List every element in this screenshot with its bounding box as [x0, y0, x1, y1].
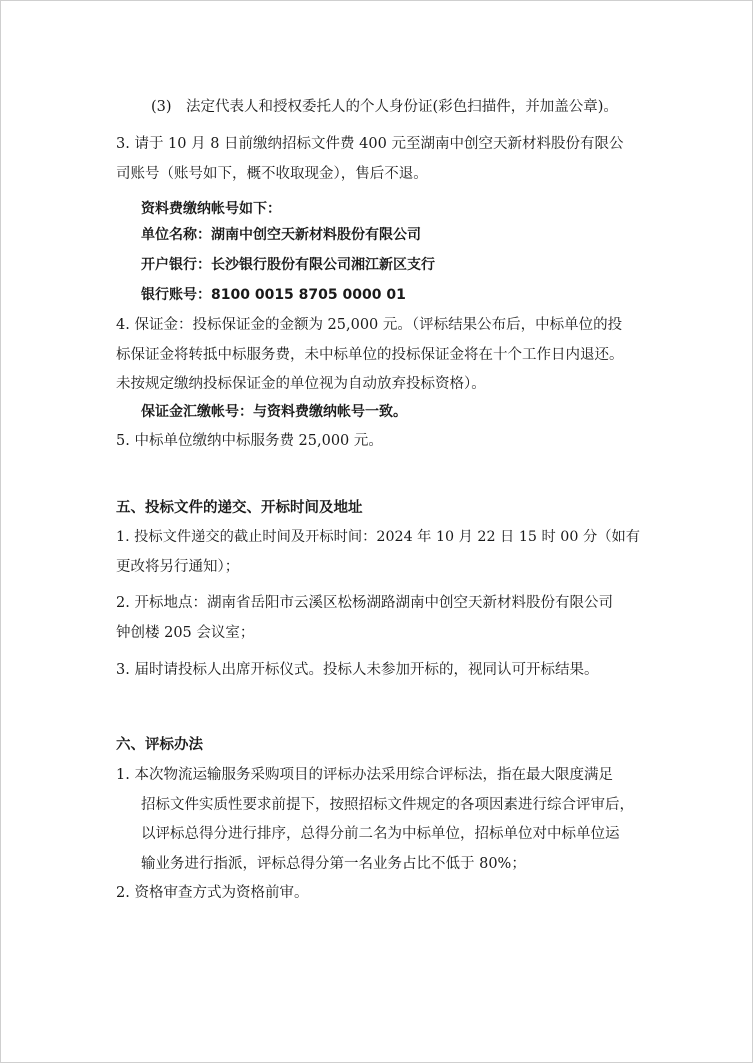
s5-item2-line2: 钟创楼 205 会议室；: [116, 625, 255, 641]
deposit-line-2: 标保证金将转抵中标服务费，未中标单位的投标保证金将在十个工作日内退还。: [116, 347, 624, 363]
deposit-line-1: 4. 保证金：投标保证金的金额为 25,000 元。（评标结果公布后，中标单位的投: [116, 317, 623, 333]
s6-item1-line1: 1. 本次物流运输服务采购项目的评标办法采用综合评标法，指在最大限度满足: [116, 767, 613, 783]
s6-item1-line2: 招标文件实质性要求前提下，按照招标文件规定的各项因素进行综合评审后，: [141, 797, 634, 813]
fee-line-2: 司账号（账号如下，概不收取现金），售后不退。: [116, 166, 428, 182]
bank-account: 银行账号：8100 0015 8705 0000 01: [141, 287, 406, 303]
section-6-title: 六、评标办法: [116, 737, 203, 753]
s6-item2: 2. 资格审查方式为资格前审。: [116, 885, 309, 901]
bank-name: 开户银行：长沙银行股份有限公司湘江新区支行: [141, 257, 435, 273]
fee-line-1: 3. 请于 10 月 8 日前缴纳招标文件费 400 元至湖南中创空天新材料股份有限公: [116, 136, 624, 152]
s6-item1-line4: 输业务进行指派，评标总得分第一名业务占比不低于 80%；: [141, 856, 526, 872]
unit-name: 单位名称：湖南中创空天新材料股份有限公司: [141, 227, 421, 243]
deposit-account: 保证金汇缴帐号：与资料费缴纳帐号一致。: [141, 404, 407, 420]
s5-item1-line1: 1. 投标文件递交的截止时间及开标时间：2024 年 10 月 22 日 15 时 00 分（如有: [116, 529, 640, 545]
service-fee: 5. 中标单位缴纳中标服务费 25,000 元。: [116, 433, 383, 449]
s5-item1-line2: 更改将另行通知）；: [116, 559, 240, 575]
item3-sub3: (3) 法定代表人和授权委托人的个人身份证(彩色扫描件，并加盖公章)。: [151, 99, 618, 115]
s5-item3: 3. 届时请投标人出席开标仪式。投标人未参加开标的，视同认可开标结果。: [116, 662, 599, 678]
s5-item2-line1: 2. 开标地点：湖南省岳阳市云溪区松杨湖路湖南中创空天新材料股份有限公司: [116, 595, 613, 611]
s6-item1-line3: 以评标总得分进行排序，总得分前二名为中标单位，招标单位对中标单位运: [141, 826, 620, 842]
deposit-line-3: 未按规定缴纳投标保证金的单位视为自动放弃投标资格）。: [116, 376, 486, 392]
account-title: 资料费缴纳帐号如下：: [141, 201, 281, 217]
section-5-title: 五、投标文件的递交、开标时间及地址: [116, 500, 363, 516]
